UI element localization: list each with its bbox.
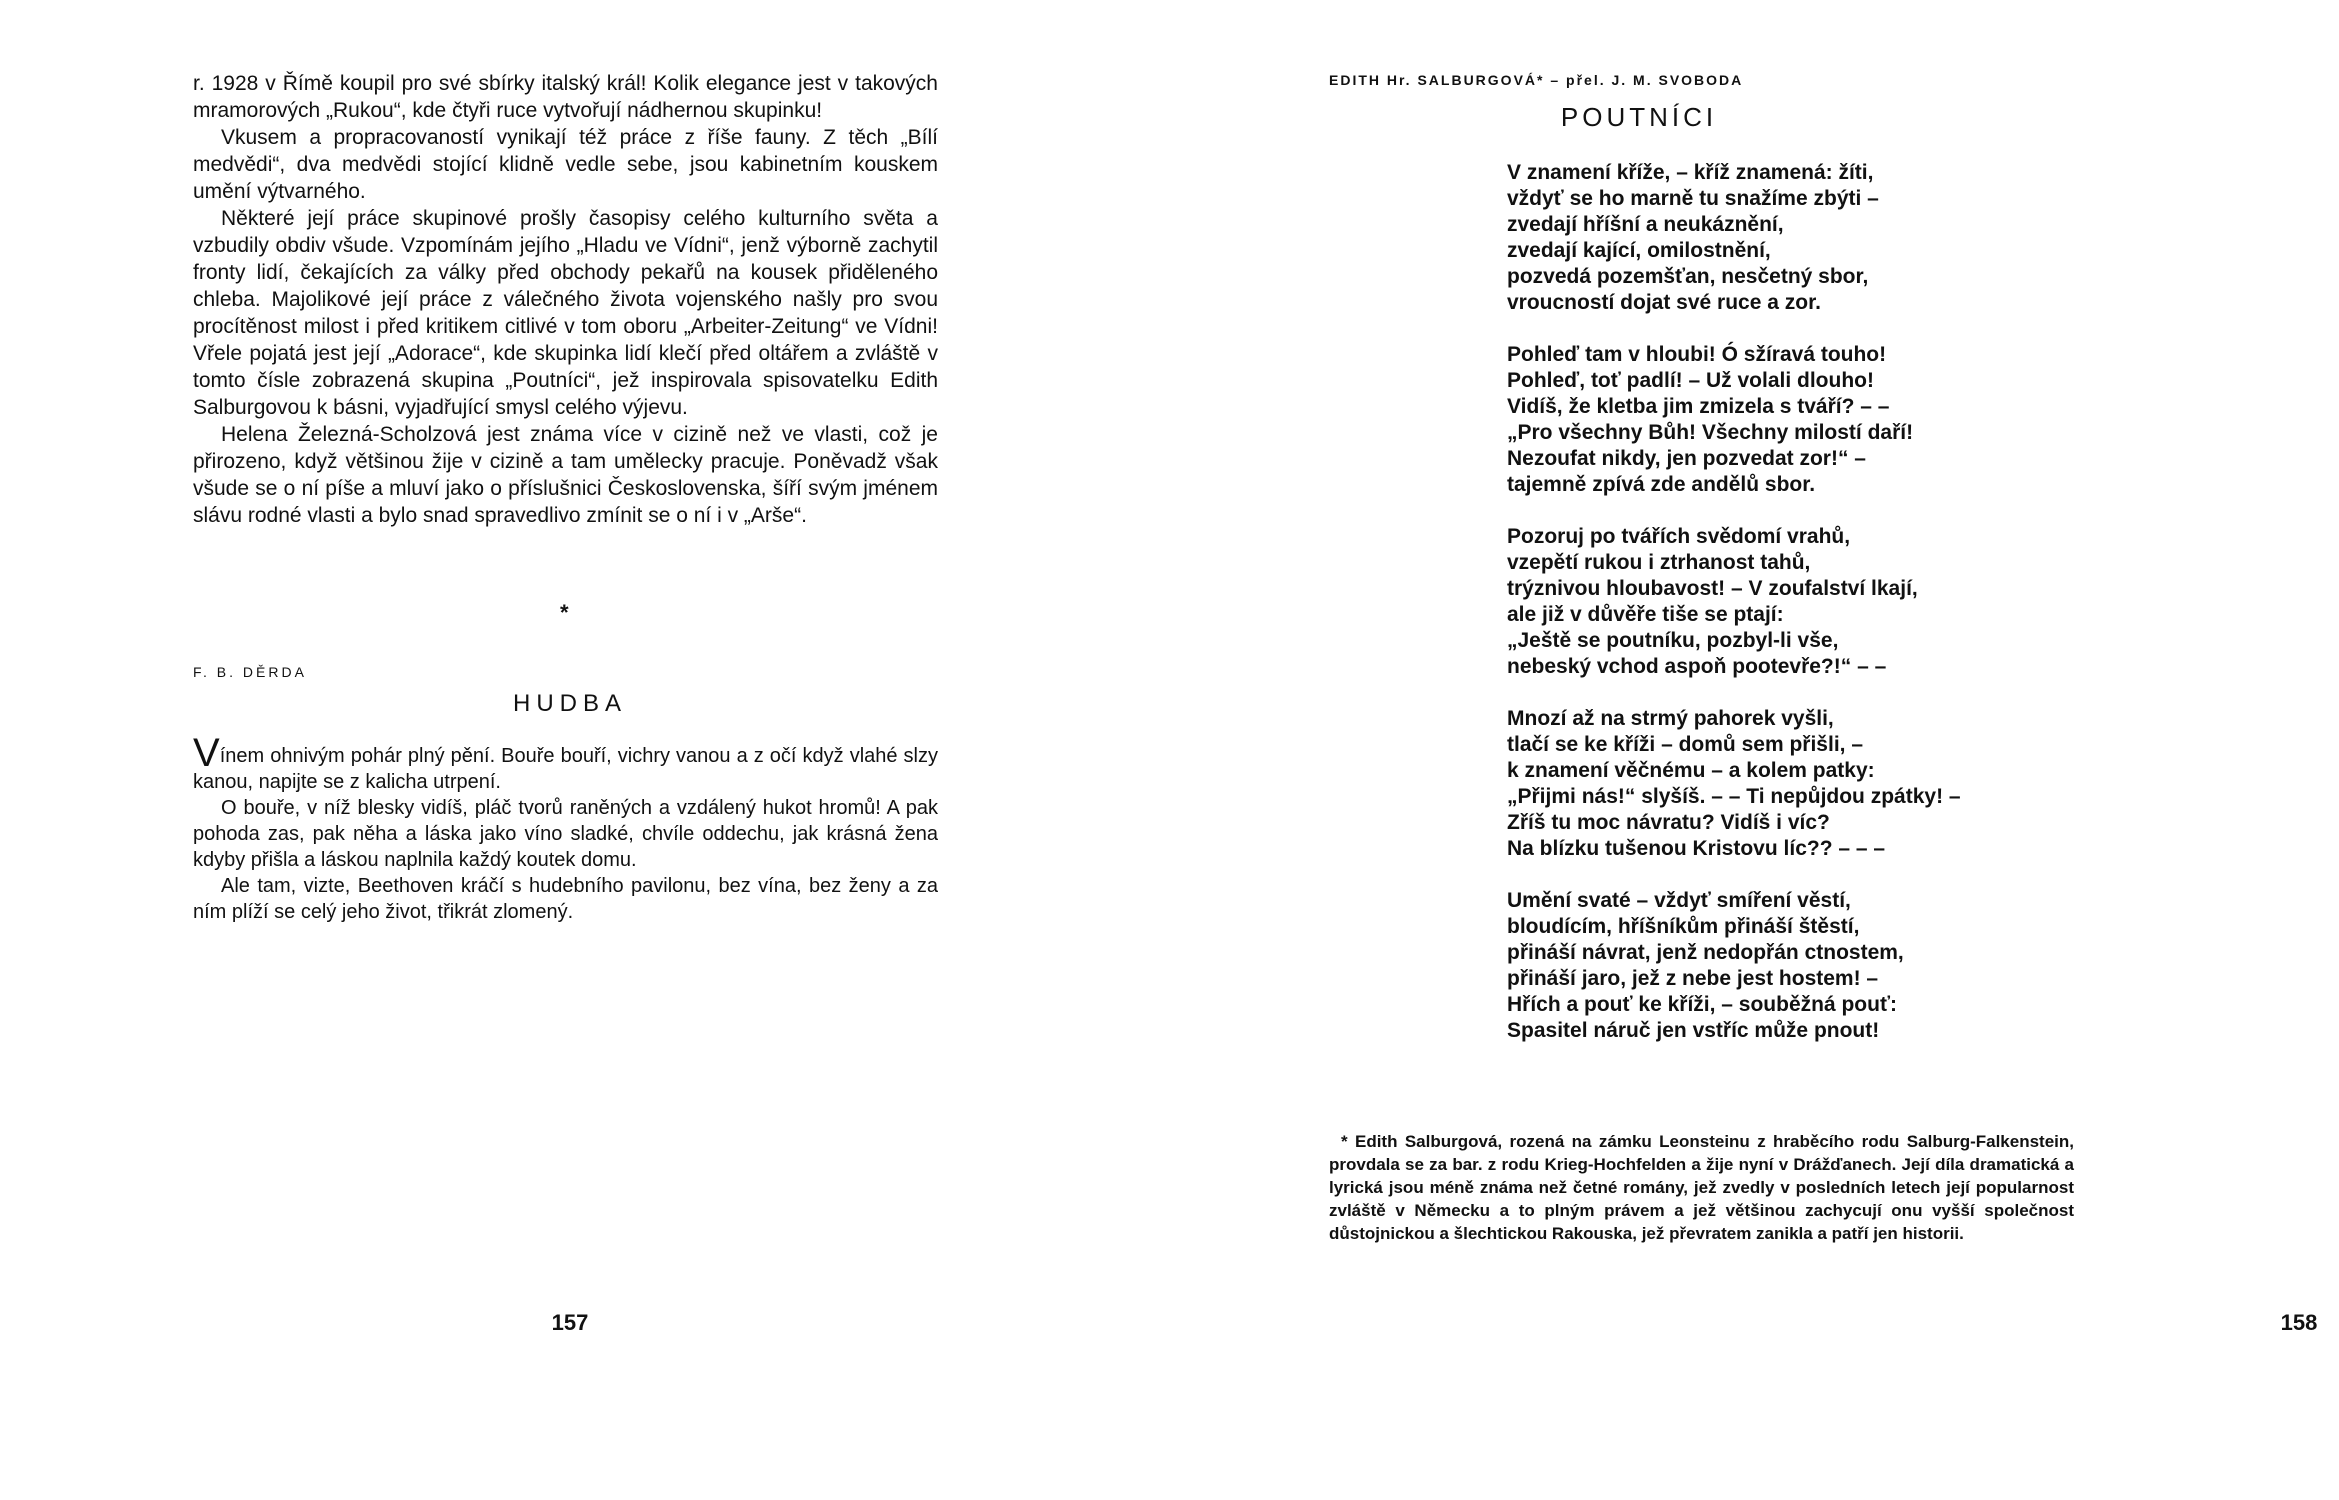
- poem-line: ale již v důvěře tiše se ptají:: [1507, 603, 1784, 626]
- poem-line: nebeský vchod aspoň pootevře?!“ – –: [1507, 655, 1887, 678]
- footnote: * Edith Salburgová, rozená na zámku Leonsteinu z hraběcího rodu Salburg-Falkenstein, provdala se za bar. z rodu Krieg-Hochfelden a žije nyní v Drážďanech. Její díla dramatická a lyrická jsou méně známa než četné romány, jež zvedly v posledních letech její popularnost zvláště v Německu a to plným právem a jež většinou zachycují onu vyšší společnost důstojnickou a šlechtickou Rakouska, jež převratem zanikla a patří jen historii.: [1329, 1132, 2074, 1243]
- poem-line: Hřích a pouť ke kříži, – souběžná pouť:: [1507, 993, 1898, 1016]
- poem-stanza: [1507, 524, 2107, 680]
- paragraph: Některé její práce skupinové prošly časopisy celého kulturního světa a vzbudily obdiv všude. Vzpomínám jejího „Hladu ve Vídni“, jenž výborně zachytil fronty lidí, čekajících za války před obchody pekařů na kousek přiděleného chleba. Majolikové její práce z válečného života vojenského našly pro svou procítěnost milost i před kritikem citlivé v tom oboru „Arbeiter-Zeitung“ ve Vídni! Vřele pojatá jest její „Adorace“, kde skupinka lidí klečí před oltářem a zvláště v tomto čísle zobrazená skupina „Poutníci“, jež inspirovala spisovatelku Edith Salburgovou k básni, vyjadřující smysl celého výjevu.: [193, 207, 938, 419]
- poem-line: zvedají hříšní a neukáznění,: [1507, 213, 1784, 236]
- paragraph: Ale tam, vizte, Beethoven kráčí s hudebního pavilonu, bez vína, bez ženy a za ním plíží se celý jeho život, třikrát zlomený.: [193, 875, 938, 923]
- poem-stanza: [1507, 342, 2107, 498]
- poem-line: Pozoruj po tvářích svědomí vrahů,: [1507, 525, 1851, 548]
- poem-line: Pohleď tam v hloubi! Ó sžíravá touho!: [1507, 343, 1887, 366]
- poem-line: „Pro všechny Bůh! Všechny milostí daří!: [1507, 421, 1914, 444]
- right-page: [1119, 0, 2318, 1500]
- poem-line: Na blízku tušenou Kristovu líc?? – – –: [1507, 837, 1886, 860]
- poem-line: „Přijmi nás!“ slyšíš. – – Ti nepůjdou zpátky! –: [1507, 785, 1961, 808]
- poem-line: k znamení věčnému – a kolem patky:: [1507, 759, 1875, 782]
- dropcap: V: [193, 731, 220, 775]
- poem-line: vroucností dojat své ruce a zor.: [1507, 291, 1821, 314]
- poem-line: přináší návrat, jenž nedopřán ctnostem,: [1507, 941, 1904, 964]
- left-page: [0, 0, 1119, 1500]
- poem: [1507, 160, 2107, 1070]
- poem-stanza: [1507, 706, 2107, 862]
- paragraph: Helena Železná-Scholzová jest známa více v cizině než ve vlasti, což je přirozeno, když většinou žije v cizině a tam umělecky pracuje. Poněvadž však všude se o ní píše a mluví jako o příslušnici Československa, šíří svým jménem slávu rodné vlasti a bylo snad spravedlivo zmínit se o ní i v „Arše“.: [193, 423, 938, 527]
- paragraph: r. 1928 v Římě koupil pro své sbírky italský král! Kolik elegance jest v takových mramorových „Rukou“, kde čtyři ruce vytvořují nádhernou skupinku!: [193, 72, 938, 122]
- running-header: EDITH Hr. SALBURGOVÁ* – přel. J. M. SVOBODA: [1329, 72, 1744, 88]
- poem-title: POUTNÍCI: [1560, 102, 1718, 132]
- poem-line: „Ještě se poutníku, pozbyl-li vše,: [1507, 629, 1839, 652]
- poem-line: Nezoufat nikdy, jen pozvedat zor!“ –: [1507, 447, 1866, 470]
- poem-line: tlačí se ke kříži – domů sem přišli, –: [1507, 733, 1863, 756]
- paragraph: [193, 731, 938, 795]
- left-article-text: [193, 70, 938, 529]
- paragraph: O bouře, v níž blesky vidíš, pláč tvorů raněných a vzdálený hukot hromů! A pak pohoda zas, pak něha a láska jako víno sladké, chvíle oddechu, jak krásná žena kdyby přišla a láskou naplnila každý koutek domu.: [193, 797, 938, 871]
- poem-line: V znamení kříže, – kříž znamená: žíti,: [1507, 161, 1874, 184]
- poem-line: tajemně zpívá zde andělů sbor.: [1507, 473, 1816, 496]
- poem-line: Vidíš, že kletba jim zmizela s tváří? – –: [1507, 395, 1890, 418]
- poem-line: pozvedá pozemšťan, nesčetný sbor,: [1507, 265, 1869, 288]
- poem-line: vzepětí rukou i ztrhanost tahů,: [1507, 551, 1811, 574]
- page-number: 158: [2280, 1310, 2318, 1335]
- poem-line: vždyť se ho marně tu snažíme zbýti –: [1507, 187, 1879, 210]
- poem-line: zvedají kající, omilostnění,: [1507, 239, 1771, 262]
- poem-line: Mnozí až na strmý pahorek vyšli,: [1507, 707, 1834, 730]
- poem-line: Pohleď, toť padlí! – Už volali dlouho!: [1507, 369, 1874, 392]
- poem-stanza: [1507, 160, 2107, 316]
- poem-line: Zříš tu moc návratu? Vidíš i víc?: [1507, 811, 1830, 834]
- poem-line: přináší jaro, jež z nebe jest hostem! –: [1507, 967, 1879, 990]
- author-name: F. B. DĚRDA: [193, 664, 307, 680]
- page-number: 157: [551, 1310, 589, 1335]
- paragraph-text: ínem ohnivým pohár plný pění. Bouře bouří, vichry vanou a z očí když vlahé slzy kanou, napijte se z kalicha utrpení.: [193, 745, 938, 793]
- section-title: HUDBA: [512, 690, 627, 717]
- poem-line: trýznivou hloubavost! – V zoufalství lkají,: [1507, 577, 1918, 600]
- hudba-text: [193, 731, 938, 925]
- poem-line: bloudícím, hříšníkům přináší štěstí,: [1507, 915, 1860, 938]
- poem-line: Spasitel náruč jen vstříc může pnout!: [1507, 1019, 1880, 1042]
- paragraph: Vkusem a propracovaností vynikají též práce z říše fauny. Z těch „Bílí medvědi“, dva medvědi stojící klidně vedle sebe, jsou kabinetním kouskem umění výtvarného.: [193, 126, 938, 203]
- poem-line: Umění svaté – vždyť smíření věstí,: [1507, 889, 1851, 912]
- poem-stanza: [1507, 888, 2107, 1044]
- section-separator: *: [560, 600, 569, 625]
